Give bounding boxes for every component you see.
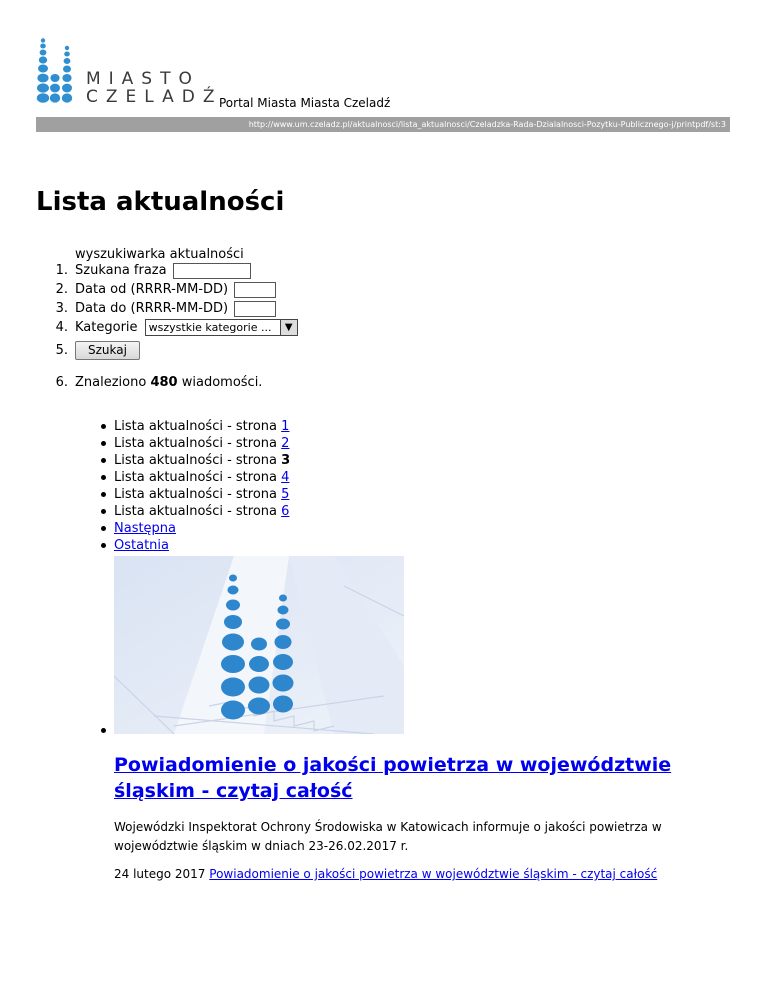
pagination-prefix: Lista aktualności - strona [114, 470, 278, 485]
page-link-5[interactable]: 5 [281, 487, 290, 502]
row-number: 6. [55, 375, 68, 390]
pagination-prefix: Lista aktualności - strona [114, 504, 278, 519]
bullet-icon [101, 424, 106, 429]
date-to-label: Data do (RRRR-MM-DD) [75, 301, 229, 316]
news-title-link[interactable]: Powiadomienie o jakości powietrza w województwie śląskim - czytaj całość [114, 754, 672, 802]
bullet-icon [101, 475, 106, 480]
category-label: Kategorie [75, 320, 138, 335]
dropdown-arrow-icon[interactable]: ▼ [280, 320, 297, 335]
page-header [0, 0, 768, 140]
search-form-caption: wyszukiwarka aktualności [75, 247, 244, 262]
city-logo-icon [36, 38, 76, 108]
logo-text-line2: CZELADŹ [86, 87, 223, 107]
bullet-icon [101, 543, 106, 548]
bullet-icon [101, 728, 106, 733]
category-select[interactable] [145, 319, 298, 336]
bullet-icon [101, 509, 106, 514]
phrase-input[interactable] [173, 263, 251, 279]
date-to-input[interactable] [234, 301, 276, 317]
news-description: Wojewódzki Inspektorat Ochrony Środowiska w Katowicach informuje o jakości powietrza w województwie śląskim w dniach 23-26.02.2017 r. [114, 820, 662, 853]
next-page-link[interactable]: Następna [114, 521, 177, 536]
current-page: 3 [281, 453, 291, 468]
row-number: 5. [55, 343, 68, 358]
portal-name: Portal Miasta Miasta Czeladź [219, 96, 391, 110]
date-from-label: Data od (RRRR-MM-DD) [75, 282, 229, 297]
pagination-prefix: Lista aktualności - strona [114, 487, 278, 502]
row-number: 4. [55, 320, 68, 335]
results-suffix: wiadomości. [181, 375, 263, 390]
pagination-prefix: Lista aktualności - strona [114, 453, 278, 468]
row-number: 2. [55, 282, 68, 297]
page-url-bar: http://www.um.czeladz.pl/aktualnosci/lista_aktualnosci/Czeladzka-Rada-Dzialalnosci-Pozytku-Publicznego-j/printpdf/st:3 [36, 117, 730, 132]
page-link-4[interactable]: 4 [281, 470, 290, 485]
bullet-icon [101, 526, 106, 531]
results-prefix: Znaleziono [75, 375, 147, 390]
news-date: 24 lutego 2017 [114, 867, 206, 881]
news-thumbnail-image[interactable] [114, 556, 404, 734]
bullet-icon [101, 458, 106, 463]
page-title: Lista aktualności [36, 187, 285, 217]
results-count: 480 [150, 375, 178, 390]
page-link-2[interactable]: 2 [281, 436, 290, 451]
logo-text-line1: MIASTO [86, 69, 200, 89]
page-link-6[interactable]: 6 [281, 504, 290, 519]
news-title [114, 752, 714, 804]
date-from-input[interactable] [234, 282, 276, 298]
bullet-icon [101, 441, 106, 446]
last-page-link[interactable]: Ostatnia [114, 538, 169, 553]
page-link-1[interactable]: 1 [281, 419, 290, 434]
news-read-more-link[interactable]: Powiadomienie o jakości powietrza w województwie śląskim - czytaj całość [209, 867, 658, 881]
news-meta [114, 866, 734, 882]
bullet-icon [101, 492, 106, 497]
phrase-label: Szukana fraza [75, 263, 167, 278]
row-number: 1. [55, 263, 68, 278]
category-selected-value: wszystkie kategorie ... [148, 321, 272, 334]
pagination-prefix: Lista aktualności - strona [114, 419, 278, 434]
search-button[interactable]: Szukaj [75, 341, 140, 360]
row-number: 3. [55, 301, 68, 316]
pagination-prefix: Lista aktualności - strona [114, 436, 278, 451]
